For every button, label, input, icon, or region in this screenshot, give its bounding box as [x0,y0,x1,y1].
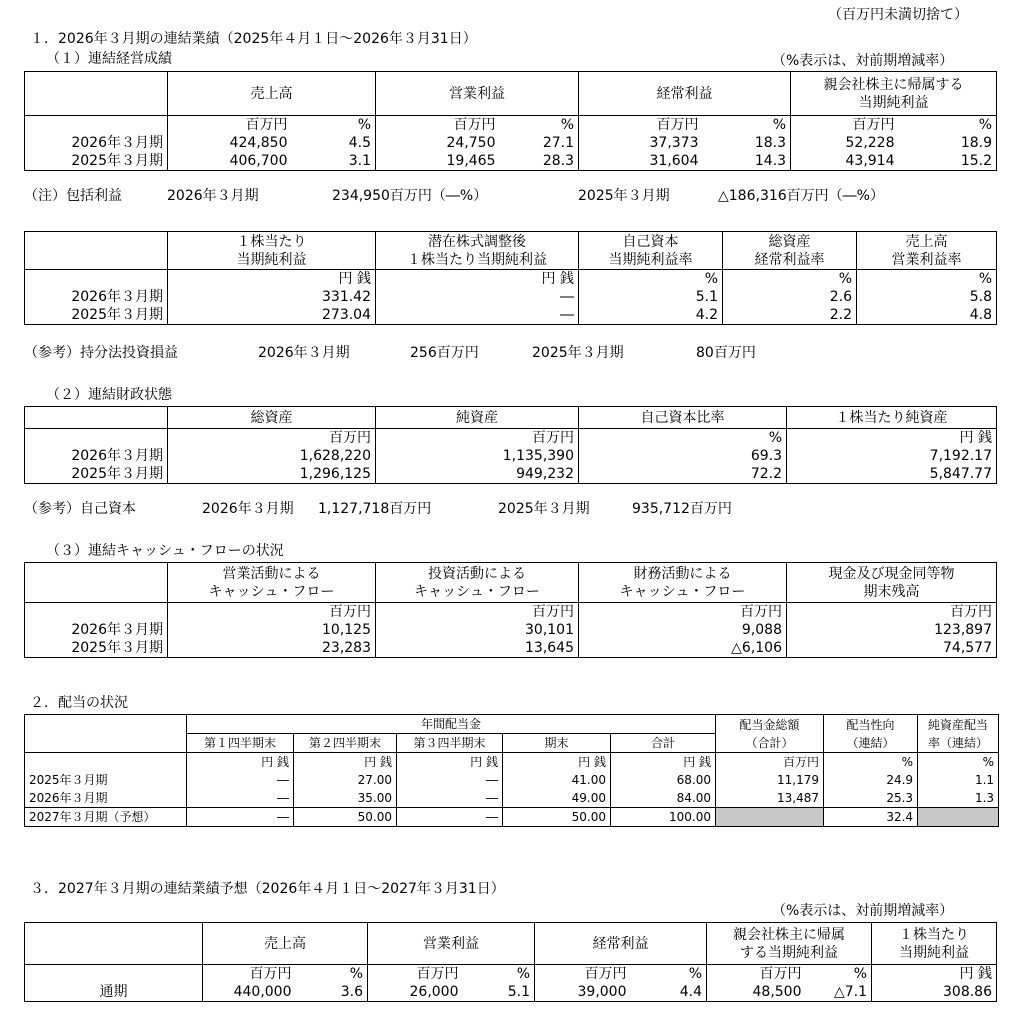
forecast-percent-note: （%表示は、対前期増減率） [772,903,954,919]
header-eps-line2: 当期純利益 [236,251,307,268]
header-net-income-line2: 当期純利益 [858,94,929,111]
header-total-dividends-line2: （合計） [745,735,794,750]
header-annual-dividend: 年間配当金 [187,715,716,734]
value-cell: ― [376,288,579,306]
header-operating-cf-line1: 営業活動による [222,565,321,582]
unit-cell: % [824,753,918,772]
header-roe-line2: 当期純利益率 [608,251,693,268]
header-total: 合計 [611,734,716,753]
value-cell: 74,577 [943,640,992,656]
row-label: 2025年３月期 [25,306,168,325]
value-cell: 41.00 [503,771,611,789]
value-cell: ― [187,789,294,808]
comprehensive-income-fy25-value: △186,316百万円（―%） [718,188,884,204]
value-cell: 35.00 [294,789,397,808]
unit-cell: 百万円 [168,603,376,622]
unit-cell: 円 銭 [959,430,992,446]
unit-cell: % [978,271,992,287]
value-cell: 3.1 [292,152,376,171]
row-label: 2026年３月期 [25,288,168,306]
header-bps: １株当たり純資産 [787,407,997,429]
equity-fy26-value: 1,127,718百万円 [318,501,432,517]
row-label: 通期 [25,983,203,1002]
header-net-income-line1: 親会社株主に帰属する [823,76,964,93]
value-cell: 4.4 [631,983,707,1002]
unit-cell: % [918,753,999,772]
unit-row-label [25,603,168,622]
unit-cell: % [292,116,376,135]
table-row [25,152,997,171]
header-cash-balance [787,563,997,603]
unit-cell: 円 銭 [959,966,992,982]
value-cell: 72.2 [579,465,787,484]
comprehensive-income-fy26: 2026年３月期 [167,188,259,204]
unit-cell: % [806,965,872,984]
value-cell: 273.04 [168,306,376,325]
value-cell: 440,000 [233,984,292,1000]
value-cell: 84.00 [611,789,716,808]
forecast-header-eps-line2: 当期純利益 [899,944,969,961]
forecast-title: ３．2027年３月期の連結業績予想（2026年４月１日～2027年３月31日） [30,881,505,897]
value-cell: 2.6 [723,288,857,306]
header-operating-cf-line2: キャッシュ・フロー [208,583,335,600]
header-investing-cf-line2: キャッシュ・フロー [414,583,540,600]
forecast-header-ordinary-income: 経常利益 [535,923,707,965]
header-roa-line1: 総資産 [768,233,811,250]
unit-cell: 円 銭 [611,753,716,772]
value-cell: 424,850 [229,135,288,151]
unit-cell: 百万円 [852,117,895,133]
unit-cell: 百万円 [656,117,699,133]
header-q2: 第２四半期末 [294,734,397,753]
table-row [25,789,999,808]
equity-method-label: （参考）持分法投資損益 [24,345,178,361]
forecast-header-sales: 売上高 [203,923,368,965]
header-total-dividends [716,715,824,753]
value-cell: 24,750 [446,135,496,151]
value-cell: 27.1 [500,134,579,152]
value-cell-shaded [716,808,824,827]
value-cell: 30,101 [376,621,579,639]
value-cell: 949,232 [376,465,579,484]
unit-cell: 百万円 [453,117,496,133]
equity-fy25: 2025年３月期 [498,501,590,517]
value-cell: 24.9 [824,771,918,789]
value-cell: 5,847.77 [929,466,992,482]
header-operating-income: 営業利益 [376,72,579,116]
comprehensive-income-label: （注）包括利益 [24,188,122,204]
value-cell: 49.00 [503,789,611,808]
header-roe-line1: 自己資本 [622,233,679,250]
value-cell: 48,500 [752,984,802,1000]
header-q3: 第３四半期末 [397,734,503,753]
row-label: 2026年３月期 [25,134,168,152]
value-cell: 5.8 [969,289,992,305]
row-label: 2025年３月期 [25,771,187,789]
unit-cell: 円 銭 [187,753,294,772]
unit-cell: 円 銭 [397,753,503,772]
row-label: 2025年３月期 [25,465,168,484]
value-cell: 15.2 [960,153,992,169]
dividends-table [24,714,999,827]
table-row [25,465,997,484]
value-cell: 52,228 [845,135,895,151]
forecast-header-net-income [707,923,872,965]
unit-cell: 円 銭 [376,270,579,289]
unit-row-label [25,429,168,448]
value-cell: △6,106 [579,639,787,658]
value-cell: 5.1 [579,288,723,306]
unit-cell: 円 銭 [503,753,611,772]
header-financing-cf-line1: 財務活動による [633,565,732,582]
table-row [25,621,997,639]
value-cell: 1.3 [974,791,995,805]
header-doe-line2: 率（連結） [928,735,989,750]
unit-cell: 百万円 [376,429,579,448]
financial-table [24,406,997,484]
value-cell: 13,645 [376,639,579,658]
cashflow-title: （３）連結キャッシュ・フローの状況 [46,543,284,559]
financial-title: （２）連結財政状態 [46,387,172,403]
value-cell: 26,000 [409,984,459,1000]
value-cell: 3.6 [296,983,368,1002]
financial-corner [25,407,168,429]
value-cell: 68.00 [611,771,716,789]
equity-method-fy26: 2026年３月期 [258,345,350,361]
value-cell: 39,000 [577,984,627,1000]
value-cell: 25.3 [824,789,918,808]
unit-cell: % [463,965,535,984]
section1-1-title: （１）連結経営成績 [46,51,172,67]
cashflow-table [24,562,997,658]
header-eps [168,232,376,270]
header-investing-cf [376,563,579,603]
value-cell: 2.2 [723,306,857,325]
table-row [25,983,997,1002]
forecast-table [24,922,997,1002]
table-row [25,639,997,658]
row-label: 2025年３月期 [25,639,168,658]
header-diluted-eps [376,232,579,270]
header-roa-line2: 経常利益率 [754,251,825,268]
equity-method-fy26-value: 256百万円 [410,345,479,361]
value-cell: 50.00 [294,808,397,827]
value-cell: 1,296,125 [168,465,376,484]
percent-note: （%表示は、対前期増減率） [772,53,954,69]
value-cell: ― [397,808,503,827]
value-cell: ― [187,808,294,827]
unit-cell: 百万円 [168,429,376,448]
forecast-header-eps-line1: １株当たり [899,926,969,943]
unit-row-label [25,965,203,984]
header-equity-ratio: 自己資本比率 [579,407,787,429]
forecast-header-net-income-line2: する当期純利益 [740,944,838,961]
header-roe [579,232,723,270]
value-cell: 11,179 [716,771,824,789]
value-cell: ― [397,789,503,808]
value-cell: △7.1 [806,983,872,1002]
header-net-assets: 純資産 [376,407,579,429]
comprehensive-income-fy25: 2025年３月期 [578,188,670,204]
equity-method-fy25: 2025年３月期 [532,345,624,361]
results-table [24,71,997,171]
table-row [25,134,997,152]
value-cell: 13,487 [716,789,824,808]
unit-cell: 百万円 [579,603,787,622]
table-row [25,447,997,465]
value-cell: 4.2 [579,306,723,325]
header-total-dividends-line1: 配当金総額 [739,717,800,732]
forecast-corner [25,923,203,965]
dividends-title: ２．配当の状況 [30,695,128,711]
header-eps-line1: １株当たり [236,233,307,250]
unit-cell: 百万円 [416,966,459,982]
forecast-header-net-income-line1: 親会社株主に帰属 [733,926,845,943]
unit-cell: % [723,270,857,289]
unit-cell: 百万円 [716,753,824,772]
unit-cell: 百万円 [584,966,627,982]
unit-cell: % [579,429,787,448]
header-doe-line1: 純資産配当 [928,717,989,732]
section1-title: １．2026年３月期の連結業績（2025年４月１日～2026年３月31日） [30,31,477,47]
value-cell: 331.42 [168,288,376,306]
row-label: 2027年３月期（予想） [25,808,187,827]
header-operating-margin [857,232,997,270]
per-share-table [24,231,997,325]
header-net-income [791,72,997,116]
value-cell: 18.9 [960,135,992,151]
forecast-header-operating-income: 営業利益 [368,923,535,965]
header-operating-margin-line2: 営業利益率 [891,251,962,268]
value-cell: 9,088 [579,621,787,639]
row-label: 2025年３月期 [25,152,168,171]
header-investing-cf-line1: 投資活動による [428,565,526,582]
equity-label: （参考）自己資本 [24,501,136,517]
value-cell: 32.4 [824,808,918,827]
value-cell: 123,897 [934,622,992,638]
header-ordinary-income: 経常利益 [579,72,791,116]
value-cell: ― [397,771,503,789]
row-label: 2026年３月期 [25,447,168,465]
value-cell: 4.8 [969,307,992,323]
header-roa [723,232,857,270]
header-financing-cf [579,563,787,603]
value-cell: 1,135,390 [376,447,579,465]
unit-note: （百万円未満切捨て） [828,7,968,23]
unit-row-label [25,116,168,135]
value-cell: 1,628,220 [168,447,376,465]
row-label: 2026年３月期 [25,621,168,639]
value-cell: 10,125 [168,621,376,639]
header-year-end: 期末 [503,734,611,753]
table-row [25,808,999,827]
unit-cell: 百万円 [376,603,579,622]
results-corner [25,72,168,116]
value-cell: 7,192.17 [929,448,992,464]
value-cell: 5.1 [463,983,535,1002]
header-diluted-eps-line1: 潜在株式調整後 [428,233,526,250]
dividends-corner [25,715,187,753]
per-share-corner [25,232,168,270]
value-cell: 69.3 [579,447,787,465]
row-label: 2026年３月期 [25,789,187,808]
value-cell: ― [187,771,294,789]
unit-cell: % [703,116,791,135]
value-cell-shaded [918,808,999,827]
header-doe [918,715,999,753]
header-diluted-eps-line2: １株当たり当期純利益 [407,251,547,268]
value-cell: 23,283 [168,639,376,658]
header-total-assets: 総資産 [168,407,376,429]
value-cell: 308.86 [943,984,992,1000]
cashflow-corner [25,563,168,603]
header-payout-ratio-line1: 配当性向 [846,717,895,732]
forecast-header-eps [872,923,997,965]
header-operating-margin-line1: 売上高 [905,233,948,250]
value-cell: 18.3 [703,134,791,152]
value-cell: 1.1 [974,773,995,787]
unit-cell: % [978,117,992,133]
value-cell: 43,914 [845,153,895,169]
header-sales: 売上高 [168,72,376,116]
value-cell: 31,604 [649,153,699,169]
table-row [25,288,997,306]
header-cash-balance-line2: 期末残高 [863,583,920,600]
unit-cell: 百万円 [950,604,992,620]
value-cell: 19,465 [446,153,496,169]
equity-method-fy25-value: 80百万円 [696,345,756,361]
value-cell: ― [376,306,579,325]
value-cell: 406,700 [229,153,288,169]
table-row [25,771,999,789]
table-row [25,306,997,325]
header-q1: 第１四半期末 [187,734,294,753]
header-operating-cf [168,563,376,603]
value-cell: 50.00 [503,808,611,827]
value-cell: 4.5 [292,134,376,152]
value-cell: 27.00 [294,771,397,789]
unit-cell: 百万円 [759,966,802,982]
unit-row-label [25,270,168,289]
unit-row-label [25,753,187,772]
equity-fy25-value: 935,712百万円 [632,501,732,517]
value-cell: 100.00 [611,808,716,827]
header-payout-ratio [824,715,918,753]
value-cell: 14.3 [703,152,791,171]
comprehensive-income-fy26-value: 234,950百万円（―%） [332,188,488,204]
unit-cell: 円 銭 [294,753,397,772]
unit-cell: 百万円 [249,966,292,982]
header-payout-ratio-line2: （連結） [846,735,895,750]
header-financing-cf-line2: キャッシュ・フロー [619,583,746,600]
unit-cell: % [296,965,368,984]
unit-cell: % [579,270,723,289]
value-cell: 28.3 [500,152,579,171]
unit-cell: 円 銭 [168,270,376,289]
unit-cell: % [500,116,579,135]
equity-fy26: 2026年３月期 [202,501,294,517]
unit-cell: 百万円 [245,117,288,133]
unit-cell: % [631,965,707,984]
header-cash-balance-line1: 現金及び現金同等物 [828,565,955,582]
value-cell: 37,373 [649,135,699,151]
